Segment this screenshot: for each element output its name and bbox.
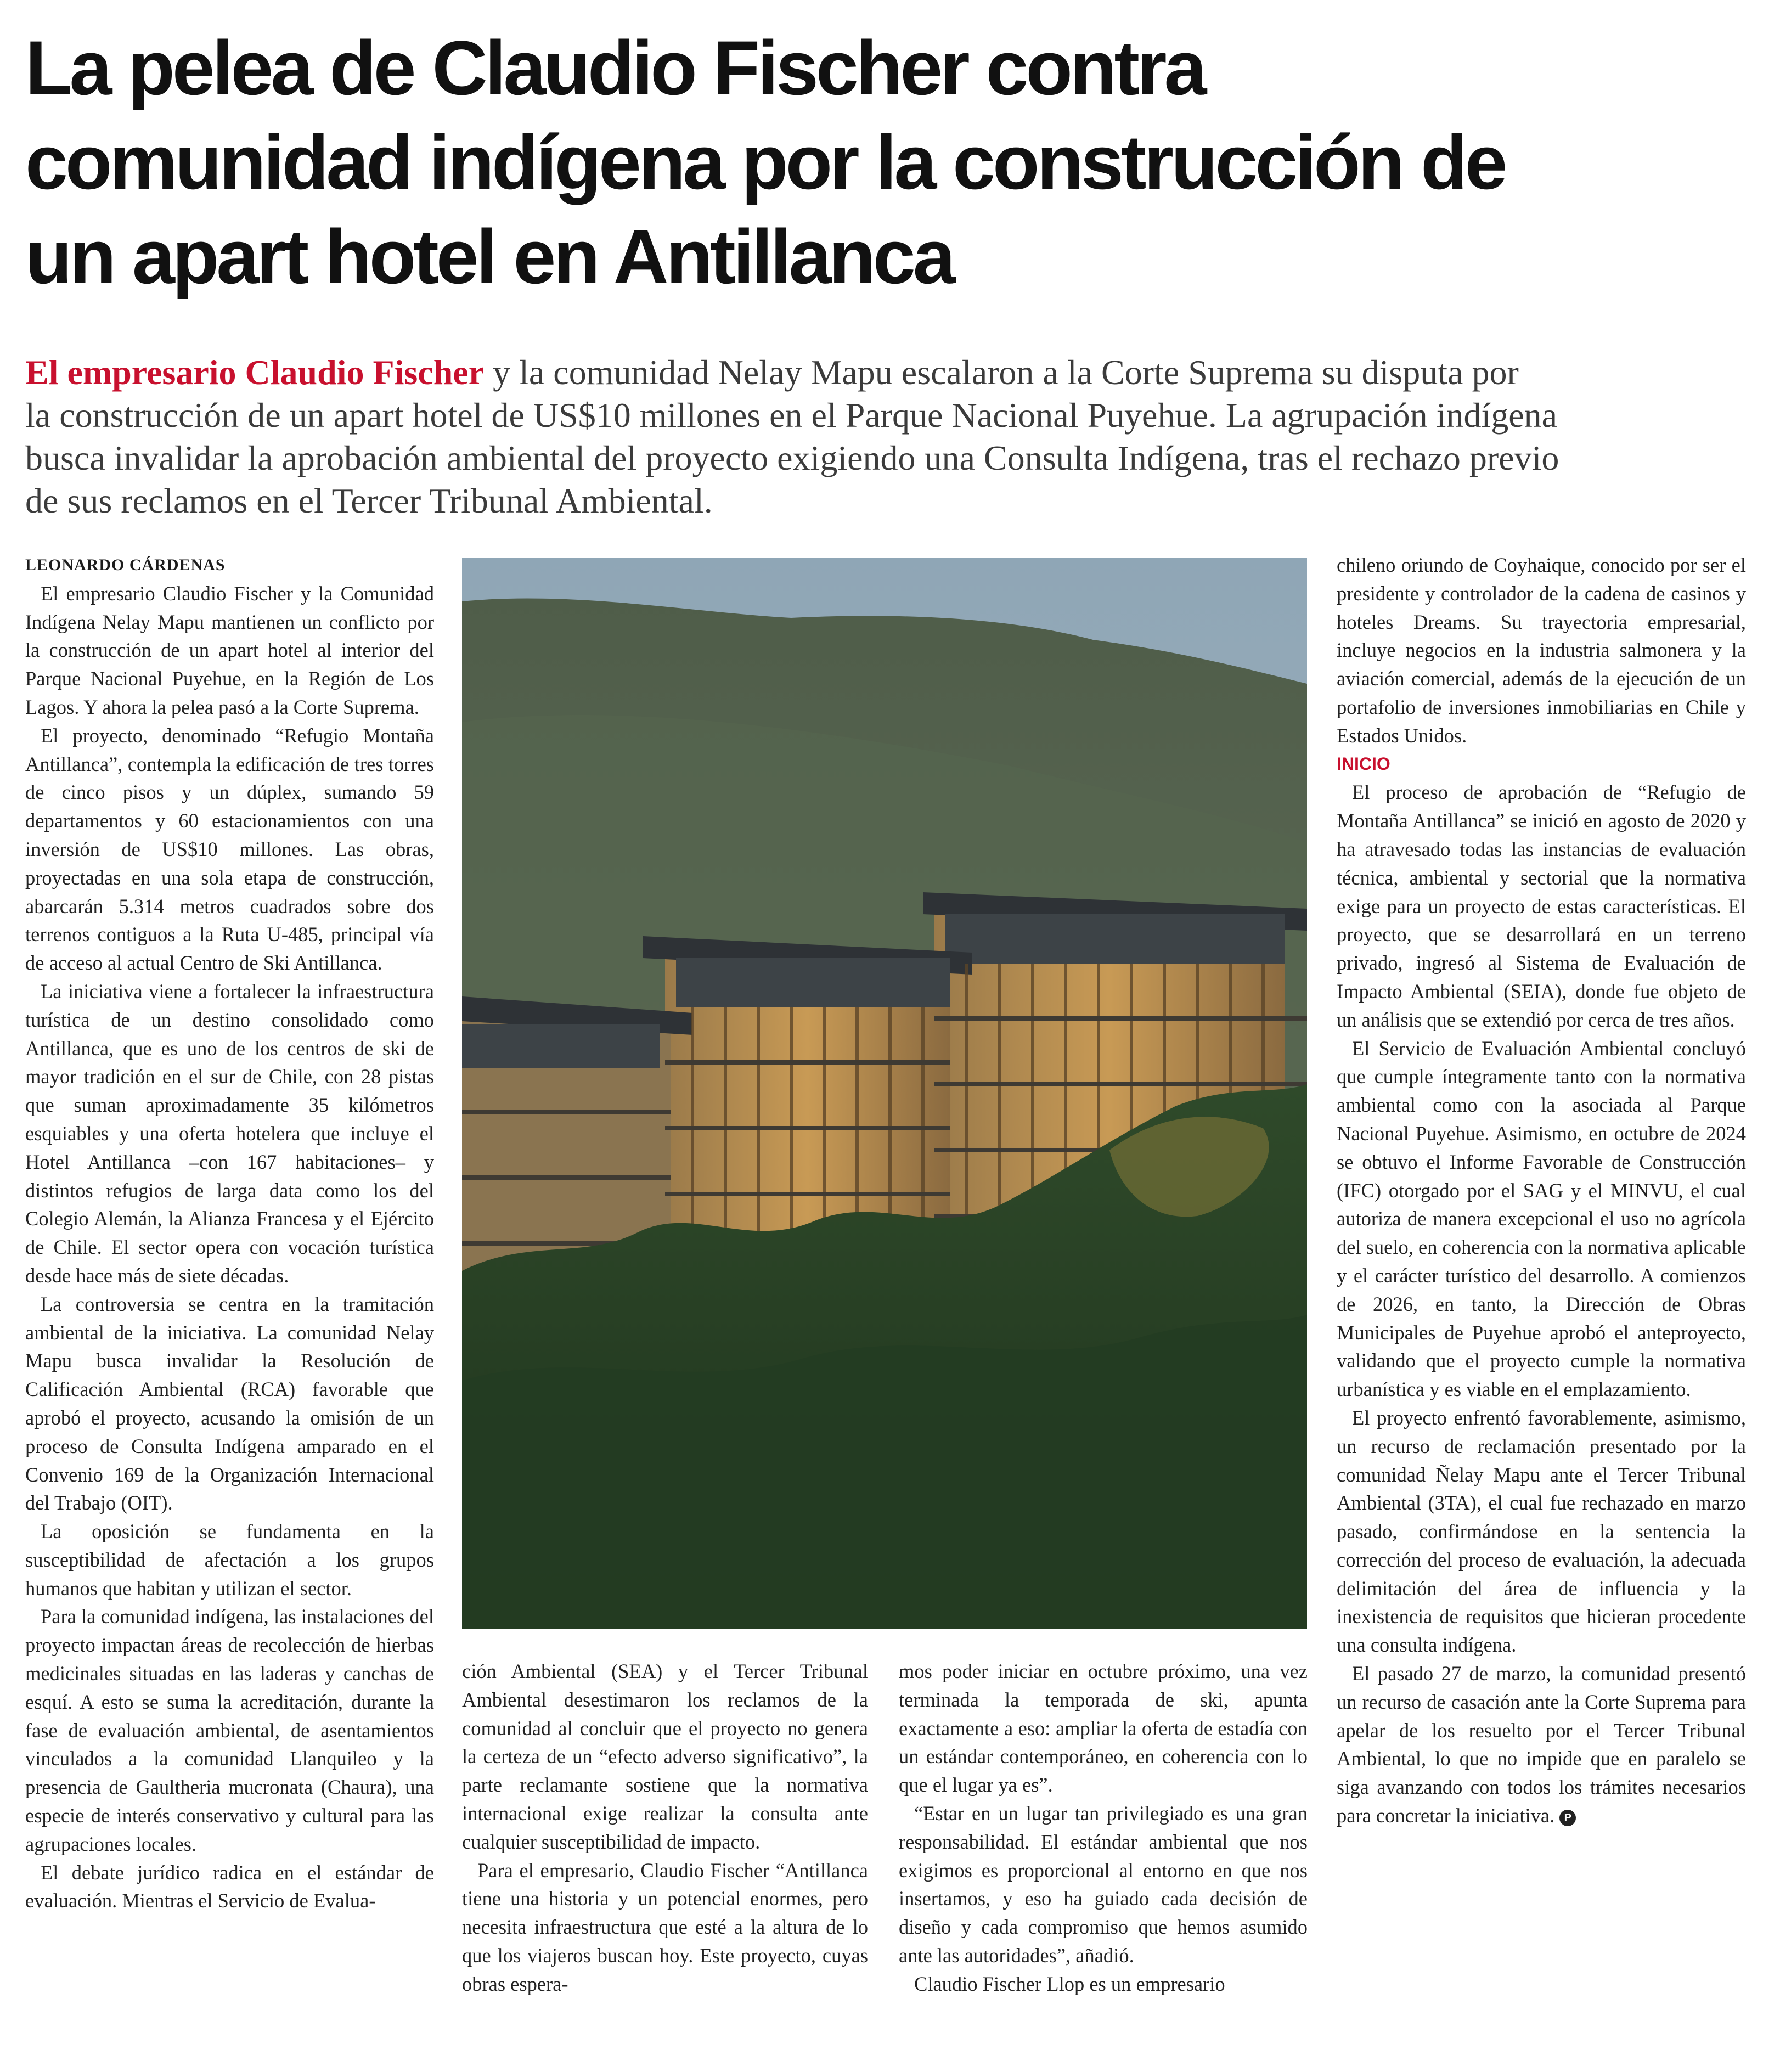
end-mark-icon: P: [1559, 1810, 1576, 1826]
col2-paragraph-2: Para el empresario, Claudio Fischer “Antillanca tiene una historia y un potencial enormes, pero necesita infraestructura que esté a la altura de lo que los viajeros buscan hoy. Este proyecto, cuyas obras espera-: [462, 1859, 868, 1995]
col1-paragraph-4: La controversia se centra en la tramitación ambiental de la iniciativa. La comunidad Nelay Mapu busca invalidar la Resolución de Calificación Ambiental (RCA) favorable que aprobó el proyecto, acusando la omisión de un proceso de Consulta Indígena amparado en el Convenio 169 de la Organización Internacional del Trabajo (OIT).: [25, 1292, 434, 1514]
article-column-4: [1337, 551, 1746, 1830]
col4-paragraph-1: El proceso de aprobación de “Refugio de Montaña Antillanca” se inició en agosto de 2020 y ha atravesado todas las instancias de evaluación técnica, ambiental y sectorial que la normativa exige para un proyecto de estas características. El proyecto, que se desarrollará en un terreno privado, ingresó al Sistema de Evaluación de Impacto Ambiental (SEIA), donde fue objeto de un análisis que se extendió por cerca de tres años.: [1337, 781, 1746, 1031]
headline-line-3: un apart hotel en Antillanca: [25, 213, 953, 300]
byline: LEONARDO CÁRDENAS: [25, 556, 226, 574]
deck-line-4: de sus reclamos en el Tercer Tribunal Ambiental.: [25, 481, 713, 520]
col4-paragraph-last: [1337, 1659, 1746, 1830]
deck: [25, 351, 1754, 522]
col3-paragraph-1: mos poder iniciar en octubre próximo, una vez terminada la temporada de ski, apunta exactamente a eso: ampliar la oferta de estadía con un estándar contemporáneo, en coherencia con lo que el lugar ya es”.: [899, 1660, 1308, 1797]
deck-line-1: [25, 351, 1754, 394]
headline-line-1: La pelea de Claudio Fischer contra: [25, 25, 1204, 111]
article-column-3: [899, 1657, 1308, 1998]
headline-line-2: comunidad indígena por la construcción de: [25, 119, 1505, 205]
subhead-inicio: INICIO: [1337, 753, 1390, 774]
col4-paragraph-2: El Servicio de Evaluación Ambiental concluyó que cumple íntegramente tanto con la normativa ambiental como con la asociada al Parque Nacional Puyehue. Asimismo, en octubre de 2024 se obtuvo el Informe Favorable de Construcción (IFC) otorgado por el SAG y el MINVU, el cual autoriza de manera excepcional el uso no agrícola del suelo, en coherencia con la normativa aplicable y el carácter turístico del desarrollo. A comienzos de 2026, en tanto, la Dirección de Obras Municipales de Puyehue aprobó el anteproyecto, validando que el proyecto cumple la normativa urbanística y es viable en el emplazamiento.: [1337, 1037, 1746, 1401]
col1-paragraph-7: El debate jurídico radica en el estándar de evaluación. Mientras el Servicio de Evalua-: [25, 1861, 434, 1912]
deck-line-1-rest: y la comunidad Nelay Mapu escalaron a la Corte Suprema su disputa por: [484, 353, 1519, 392]
article-column-1: [25, 551, 434, 1915]
col4-intro: chileno oriundo de Coyhaique, conocido por ser el presidente y controlador de la cadena de casinos y hoteles Dreams. Su trayectoria empresarial, incluye negocios en la industria salmonera y la aviación comercial, además de la ejecución de un portafolio de inversiones inmobiliarias en Chile y Estados Unidos.: [1337, 554, 1746, 747]
hotel-photo: [462, 558, 1307, 1629]
col2-paragraph-1: ción Ambiental (SEA) y el Tercer Tribunal Ambiental desestimaron los reclamos de la comunidad al concluir que el proyecto no genera la certeza de un “efecto adverso significativo”, la parte reclamante sostiene que la normativa internacional exige realizar la consulta ante cualquier susceptibilidad de impacto.: [462, 1660, 868, 1853]
deck-line-3: busca invalidar la aprobación ambiental del proyecto exigiendo una Consulta Indígena, tras el rechazo previo: [25, 438, 1559, 477]
article-column-2: [462, 1657, 868, 1998]
deck-line-2: la construcción de un apart hotel de US$10 millones en el Parque Nacional Puyehue. La agrupación indígena: [25, 396, 1558, 435]
col4-last-text: El pasado 27 de marzo, la comunidad presentó un recurso de casación ante la Corte Suprema para apelar de los resuelto por el Tercer Tribunal Ambiental, lo que no impide que en paralelo se siga avanzando con todos los trámites necesarios para concretar la iniciativa.: [1337, 1662, 1746, 1827]
col1-paragraph-6: Para la comunidad indígena, las instalaciones del proyecto impactan áreas de recolección de hierbas medicinales situadas en las laderas y canchas de esquí. A esto se suma la acreditación, durante la fase de evaluación ambiental, de asentamientos vinculados a la comunidad Llanquileo y la presencia de Gaultheria mucronata (Chaura), una especie de interés conservativo y cultural para las agrupaciones locales.: [25, 1605, 434, 1855]
hotel-illustration: [462, 558, 1307, 1629]
headline: [25, 21, 1754, 304]
deck-lead: El empresario Claudio Fischer: [25, 353, 485, 392]
col3-paragraph-3: Claudio Fischer Llop es un empresario: [914, 1972, 1225, 1995]
col1-paragraph-2: El proyecto, denominado “Refugio Montaña Antillanca”, contempla la edificación de tres torres de cinco pisos y un dúplex, sumando 59 departamentos y 60 estacionamientos con una inversión de US$10 millones. Las obras, proyectadas en una sola etapa de construcción, abarcarán 5.314 metros cuadrados sobre dos terrenos contiguos a la Ruta U-485, principal vía de acceso al actual Centro de Ski Antillanca.: [25, 724, 434, 975]
col4-paragraph-3: El proyecto enfrentó favorablemente, asimismo, un recurso de reclamación presentado por la comunidad Ñelay Mapu ante el Tercer Tribunal Ambiental (3TA), el cual fue rechazado en marzo pasado, confirmándose en la sentencia la corrección del proceso de evaluación, la adecuada delimitación del área de influencia y la inexistencia de requisitos que hicieran procedente una consulta indígena.: [1337, 1406, 1746, 1657]
col1-paragraph-1: El empresario Claudio Fischer y la Comunidad Indígena Nelay Mapu mantienen un conflicto por la construcción de un apart hotel al interior del Parque Nacional Puyehue, en la Región de Los Lagos. Y ahora la pelea pasó a la Corte Suprema.: [25, 582, 434, 718]
col1-paragraph-5: La oposición se fundamenta en la susceptibilidad de afectación a los grupos humanos que habitan y utilizan el sector.: [25, 1520, 434, 1600]
col3-paragraph-2: “Estar en un lugar tan privilegiado es una gran responsabilidad. El estándar ambiental que nos exigimos es proporcional al entorno en que nos insertamos, y eso ha guiado cada decisión de diseño y cada compromiso que hemos asumido ante las autoridades”, añadió.: [899, 1801, 1308, 1967]
col1-paragraph-3: La iniciativa viene a fortalecer la infraestructura turística de un destino consolidado como Antillanca, que es uno de los centros de ski de mayor tradición en el sur de Chile, con 28 pistas que suman aproximadamente 35 kilómetros esquiables y una oferta hotelera que incluye el Hotel Antillanca –con 167 habitaciones– y distintos refugios de larga data como los del Colegio Alemán, la Alianza Francesa y el Ejército de Chile. El sector opera con vocación turística desde hace más de siete décadas.: [25, 979, 434, 1287]
